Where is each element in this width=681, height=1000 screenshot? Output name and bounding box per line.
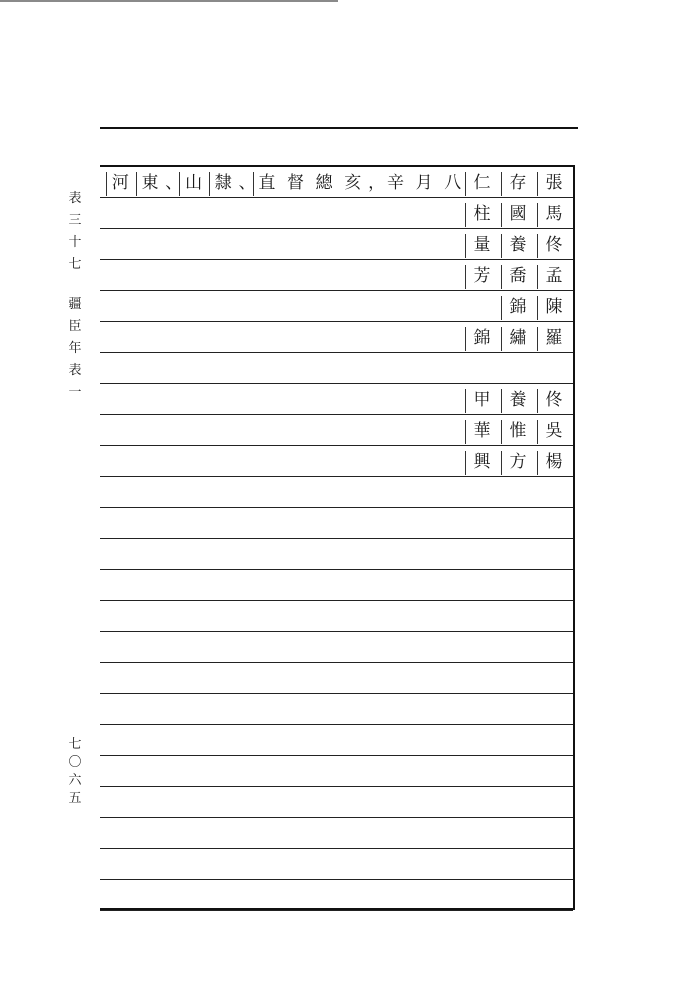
caption-char: 一	[68, 385, 82, 400]
table-row	[100, 725, 573, 756]
note-char: 亥	[344, 173, 362, 193]
name-char: 國	[501, 203, 531, 227]
note-char: 隸	[209, 172, 237, 196]
official-name	[465, 420, 567, 444]
official-name	[468, 358, 567, 382]
page-number	[66, 736, 84, 808]
name-char: 錦	[465, 327, 495, 351]
table-row	[100, 570, 573, 601]
note-char: 督	[287, 173, 305, 193]
note-char: 山	[179, 172, 207, 196]
table-row	[100, 198, 573, 229]
official-name	[465, 451, 567, 475]
name-char: 存	[501, 172, 531, 196]
table-row	[100, 446, 573, 477]
note-char: 、	[165, 173, 183, 193]
name-char: 張	[537, 172, 567, 196]
table-row	[100, 818, 573, 849]
official-name	[466, 296, 567, 320]
table-row	[100, 229, 573, 260]
table-row	[100, 260, 573, 291]
name-char: 華	[465, 420, 495, 444]
name-char: 方	[501, 451, 531, 475]
name-char: 養	[501, 389, 531, 413]
page-number-char: 六	[68, 773, 82, 788]
table-row	[100, 694, 573, 725]
header-rule	[100, 127, 578, 129]
official-name	[465, 265, 567, 289]
name-char: 仁	[465, 172, 495, 196]
name-char: 柱	[465, 203, 495, 227]
name-char: 興	[465, 451, 495, 475]
appointment-note	[106, 172, 466, 196]
note-char: 總	[315, 173, 333, 193]
name-char: 喬	[501, 265, 531, 289]
caption-char: 疆	[68, 297, 82, 312]
table-row	[100, 384, 573, 415]
note-char: 月	[415, 173, 433, 193]
page-number-char: 〇	[68, 755, 82, 770]
name-char: 芳	[465, 265, 495, 289]
table-row	[100, 632, 573, 663]
name-char: 陳	[537, 296, 567, 320]
name-char: 佟	[537, 389, 567, 413]
table-row	[100, 353, 573, 384]
name-char: 甲	[465, 389, 495, 413]
caption-gap	[66, 276, 84, 294]
note-char: 河	[106, 172, 134, 196]
side-caption	[66, 188, 84, 404]
name-char: 馬	[537, 203, 567, 227]
name-char: 養	[501, 234, 531, 258]
note-char: 、	[238, 173, 256, 193]
name-char: 惟	[501, 420, 531, 444]
table-row	[100, 477, 573, 508]
table-row	[100, 601, 573, 632]
name-char: 羅	[537, 327, 567, 351]
name-char	[468, 358, 497, 382]
caption-char: 表	[68, 191, 82, 206]
note-char: 八	[444, 173, 462, 193]
table-row	[100, 322, 573, 353]
name-char: 繡	[501, 327, 531, 351]
name-char	[538, 358, 567, 382]
page-number-char: 七	[68, 737, 82, 752]
note-char: ，	[368, 173, 386, 193]
note-char: 辛	[386, 173, 404, 193]
name-char	[503, 358, 532, 382]
caption-char: 臣	[68, 319, 82, 334]
official-table	[100, 165, 575, 910]
caption-char: 年	[68, 341, 82, 356]
name-char: 孟	[537, 265, 567, 289]
official-name	[465, 203, 567, 227]
official-name	[465, 327, 567, 351]
caption-char: 十	[68, 235, 82, 250]
name-char: 量	[465, 234, 495, 258]
official-name	[465, 234, 567, 258]
name-char: 錦	[501, 296, 531, 320]
page-number-char: 五	[68, 791, 82, 806]
table-row	[100, 880, 573, 911]
official-name	[465, 172, 567, 196]
table-row	[100, 291, 573, 322]
table-row	[100, 508, 573, 539]
table-row	[100, 539, 573, 570]
table-row	[100, 415, 573, 446]
scan-edge-mark	[0, 0, 338, 2]
table-row	[100, 787, 573, 818]
table-row	[100, 167, 573, 198]
official-name	[465, 389, 567, 413]
table-row	[100, 756, 573, 787]
table-right-border	[573, 165, 575, 910]
caption-char: 表	[68, 363, 82, 378]
caption-char: 三	[68, 213, 82, 228]
table-row	[100, 663, 573, 694]
name-char: 佟	[537, 234, 567, 258]
name-char: 吳	[537, 420, 567, 444]
name-char	[466, 296, 495, 320]
name-char: 楊	[537, 451, 567, 475]
note-char: 東	[136, 172, 164, 196]
table-row	[100, 849, 573, 880]
caption-char: 七	[68, 257, 82, 272]
note-char: 直	[253, 172, 281, 196]
